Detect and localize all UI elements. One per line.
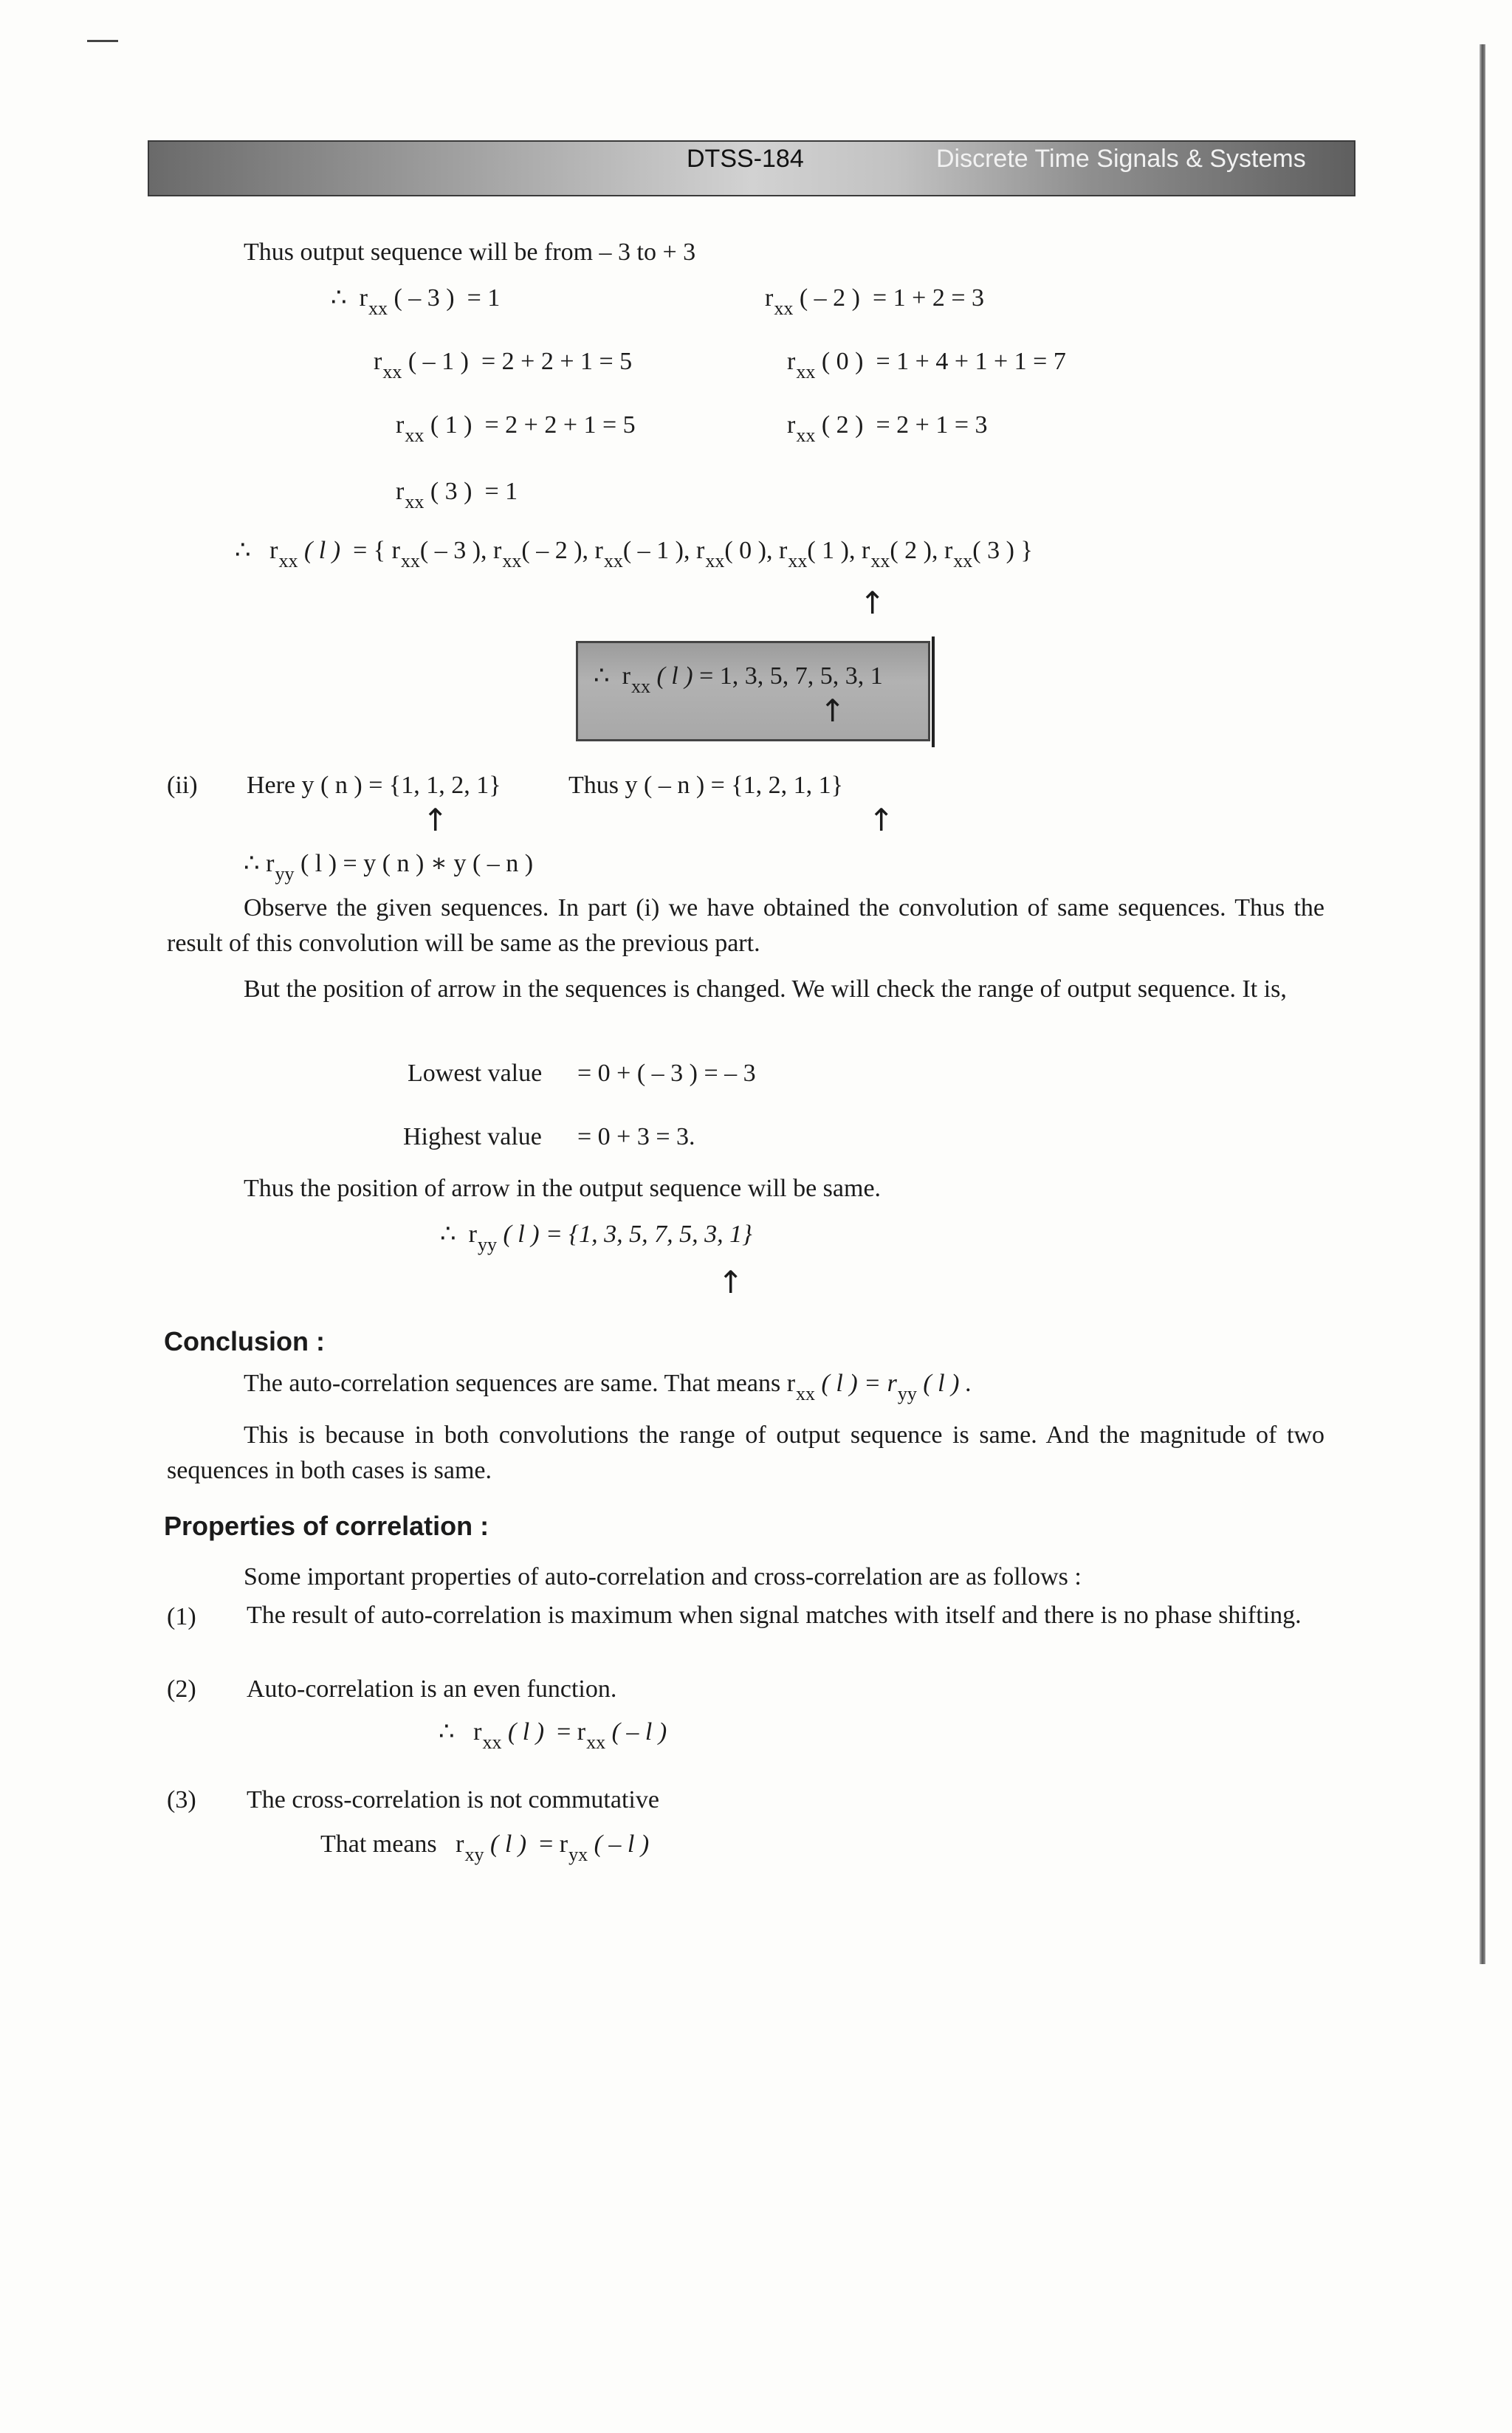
property-2-num: (2) — [167, 1675, 196, 1703]
property-1-text: The result of auto-correlation is maximum when signal matches with itself and there is no phase shifting. — [247, 1602, 1302, 1629]
corner-mark — [87, 40, 118, 42]
arrow-ryy-zero: ↑ — [718, 1264, 744, 1300]
output-range-text: Thus output sequence will be from – 3 to + 3 — [244, 239, 696, 266]
property-3-num: (3) — [167, 1786, 196, 1813]
cross-correlation-eq: That means $r_{xy}$ ( l ) = $r_{yx}$ ( – l ) — [320, 1830, 650, 1865]
binding-edge — [1480, 44, 1485, 1964]
rxx-set-expression: ∴ $r_{xx}$ ( l ) = { $r_{xx}( - 3$ ), $r_{xx}( - 2$ ), $r_{xx}( - 1$ ), $r_{xx}$( 0 ), $r_{xx}$( 1 ), $r_{xx}$( 2 ), $r_{xx}$( 3 ) } — [235, 537, 1033, 572]
rxx-plus1: $r_{xx}$ ( 1 ) = 2 + 2 + 1 = 5 — [396, 411, 636, 446]
rxx-minus2: $r_{xx}$ ( – 2 ) = 1 + 2 = 3 — [765, 284, 985, 319]
observe-paragraph: Observe the given sequences. In part (i) we have obtained the convolution of same sequences. Thus the result of this convolution will be same as the previous part. — [167, 894, 1324, 957]
ryy-result: ∴ $r_{yy}$ ( l ) = {1, 3, 5, 7, 5, 3, 1} — [440, 1221, 752, 1255]
y-n-sequence: Here y ( n ) = {1, 1, 2, 1} — [247, 772, 501, 799]
properties-heading: Properties of correlation : — [164, 1511, 489, 1541]
highest-value-eq: = 0 + 3 = 3. — [577, 1123, 695, 1150]
rxx-minus3: ∴ $r_{xx}$ ( – 3 ) = 1 — [331, 284, 501, 319]
same-position-text: Thus the position of arrow in the output sequence will be same. — [244, 1175, 882, 1202]
rxx-plus2: $r_{xx}$ ( 2 ) = 2 + 1 = 3 — [787, 411, 988, 446]
conclusion-heading: Conclusion : — [164, 1326, 325, 1356]
rxx-zero: $r_{xx}$ ( 0 ) = 1 + 4 + 1 + 1 = 7 — [787, 348, 1066, 382]
conclusion-paragraph: This is because in both convolutions the range of output sequence is same. And the magnitude of two sequences in both cases is same. — [167, 1421, 1324, 1484]
property-3-text: The cross-correlation is not commutative — [247, 1786, 659, 1813]
rxx-minus1: $r_{xx}$ ( – 1 ) = 2 + 2 + 1 = 5 — [374, 348, 633, 382]
header-code: DTSS-184 — [687, 145, 804, 173]
property-2-text: Auto-correlation is an even function. — [247, 1675, 617, 1703]
y-minus-n-sequence: Thus y ( – n ) = {1, 2, 1, 1} — [568, 772, 843, 799]
property-1-num: (1) — [167, 1603, 196, 1630]
conclusion-line: The auto-correlation sequences are same. That means $r_{xx}$ ( l ) = $r_{yy}$ ( l ) . — [244, 1370, 972, 1404]
lowest-value-label: Lowest value — [408, 1060, 543, 1087]
rxx-plus3: $r_{xx}$ ( 3 ) = 1 — [396, 478, 518, 512]
arrow-result-zero: ↑ — [819, 693, 846, 729]
highest-value-label: Highest value — [403, 1123, 542, 1150]
result-expression: ∴ $r_{xx}$ ( l ) = 1, 3, 5, 7, 5, 3, 1 — [594, 662, 883, 697]
arrow-y-n: ↑ — [422, 802, 449, 838]
arrow-set-zero: ↑ — [859, 585, 886, 621]
arrow-position-paragraph: But the position of arrow in the sequences is changed. We will check the range of output sequence. It is, — [244, 975, 1287, 1003]
ryy-convolution: ∴ $r_{yy}$ ( l ) = y ( n ) ∗ y ( – n ) — [244, 850, 534, 885]
even-function-eq: ∴ $r_{xx}$ ( l ) = $r_{xx}$ ( – l ) — [439, 1718, 667, 1753]
lowest-value-eq: = 0 + ( – 3 ) = – 3 — [577, 1060, 756, 1087]
result-box-rule — [932, 636, 935, 747]
properties-intro: Some important properties of auto-correlation and cross-correlation are as follows : — [244, 1563, 1082, 1590]
part-ii-label: (ii) — [167, 772, 198, 799]
header-title: Discrete Time Signals & Systems — [936, 145, 1306, 173]
arrow-y-minus-n: ↑ — [868, 802, 895, 838]
